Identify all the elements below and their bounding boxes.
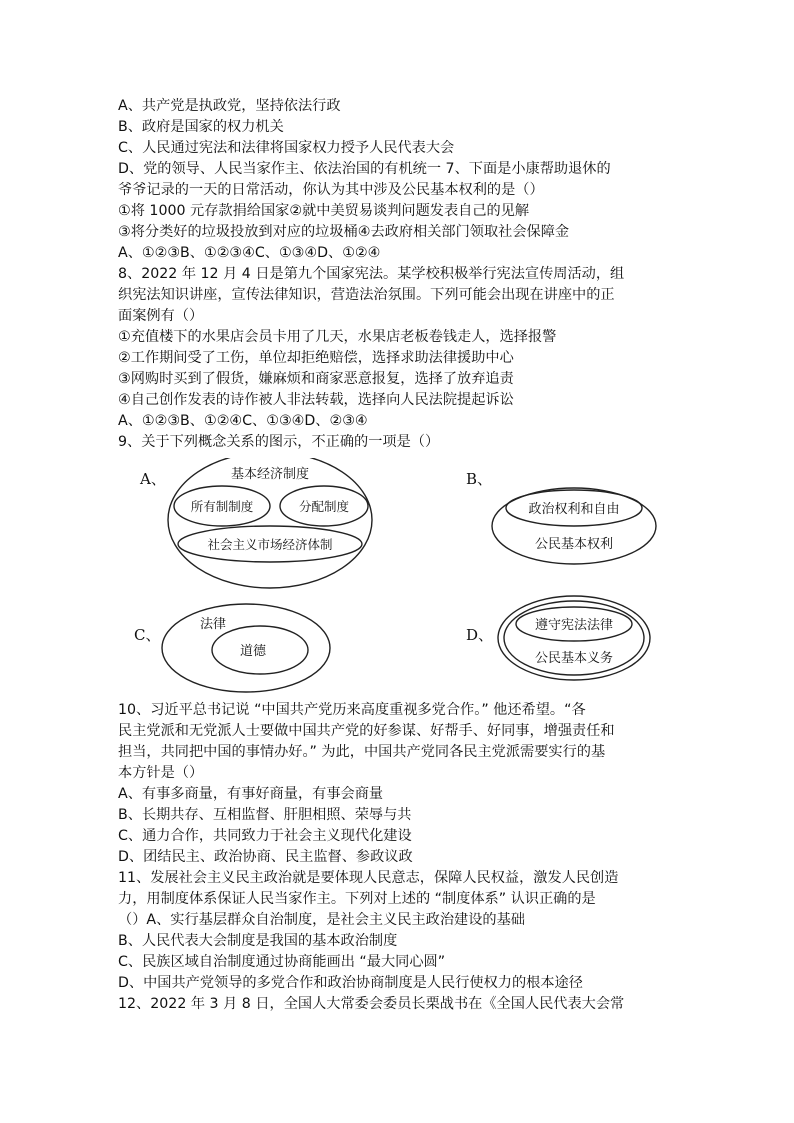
q11-option-a: （）A、实行基层群众自治制度，是社会主义民主政治建设的基础 xyxy=(118,912,525,928)
q10-option-d: D、团结民主、政治协商、民主监督、参政议政 xyxy=(118,849,413,865)
q10-option-a: A、有事多商量，有事好商量，有事会商量 xyxy=(118,786,384,802)
diagram-a-bottom-text: 社会主义市场经济体制 xyxy=(207,537,333,552)
q8-stem: 8、2022 年 12 月 4 日是第九个国家宪法。某学校积极举行宪法宣传周活动，组 xyxy=(118,266,625,282)
q8-stem: 织宪法知识讲座，宣传法律知识，营造法治氛围。下列可能会出现在讲座中的正 xyxy=(118,287,615,303)
q6-option-c: C、人民通过宪法和法律将国家权力授予人民代表大会 xyxy=(118,140,455,156)
diagram-a-label: A、 xyxy=(140,470,166,488)
q11-stem: 11、发展社会主义民主政治就是要体现人民意志，保障人民权益，激发人民创造 xyxy=(118,870,619,886)
q7-item: ①将 1000 元存款捐给国家②就中美贸易谈判问题发表自己的见解 xyxy=(118,203,530,219)
q10-stem: 担当，共同把中国的事情办好。” 为此，中国共产党同各民主党派需要实行的基 xyxy=(118,744,606,760)
q11-option-b: B、人民代表大会制度是我国的基本政治制度 xyxy=(118,933,398,949)
concept-diagram xyxy=(118,458,678,698)
q12-stem: 12、2022 年 3 月 8 日，全国人大常委会委员长栗战书在《全国人民代表大会常 xyxy=(118,996,625,1012)
diagram-a-left-text: 所有制制度 xyxy=(190,499,254,514)
diagram-c-outer-text: 法律 xyxy=(200,617,227,632)
q7-options: A、①②③B、①②③④C、①③④D、①②④ xyxy=(118,245,381,261)
q10-stem: 10、习近平总书记说 “中国共产党历来高度重视多党合作。” 他还希望。“各 xyxy=(118,702,586,718)
diagram-d-outer-text: 公民基本义务 xyxy=(534,651,614,666)
q6-option-a: A、共产党是执政党，坚持依法行政 xyxy=(118,98,341,114)
q8-options: A、①②③B、①②④C、①③④D、②③④ xyxy=(118,413,368,429)
q8-stem: 面案例有（） xyxy=(118,308,204,324)
q10-option-b: B、长期共存、互相监督、肝胆相照、荣辱与共 xyxy=(118,807,412,823)
q6-option-d-q7-stem: D、党的领导、人民当家作主、依法治国的有机统一 7、下面是小康帮助退休的 xyxy=(118,161,611,177)
q11-stem: 力，用制度体系保证人民当家作主。下列对上述的 “制度体系” 认识正确的是 xyxy=(118,891,596,907)
diagram-c-inner-text: 道德 xyxy=(240,644,267,659)
q10-stem: 民主党派和无党派人士要做中国共产党的好参谋、好帮手、好同事，增强责任和 xyxy=(118,723,615,739)
diagram-d-outer-ellipse xyxy=(498,596,650,680)
q8-item: ③网购时买到了假货，嫌麻烦和商家恶意报复，选择了放弃追责 xyxy=(118,371,514,387)
q6-option-b: B、政府是国家的权力机关 xyxy=(118,119,284,135)
q8-item: ④自己创作发表的诗作被人非法转载，选择向人民法院提起诉讼 xyxy=(118,392,514,408)
q7-item: ③将分类好的垃圾投放到对应的垃圾桶④去政府相关部门领取社会保障金 xyxy=(118,224,570,240)
q10-stem: 本方针是（） xyxy=(118,765,204,781)
diagram-c-label: C、 xyxy=(134,626,161,644)
q11-option-d: D、中国共产党领导的多党合作和政治协商制度是人民行使权力的根本途径 xyxy=(118,975,583,991)
q8-item: ①充值楼下的水果店会员卡用了几天，水果店老板卷钱走人，选择报警 xyxy=(118,329,557,345)
q9-stem: 9、关于下列概念关系的图示，不正确的一项是（） xyxy=(118,434,440,450)
diagram-a-outer-text: 基本经济制度 xyxy=(230,467,310,482)
diagram-b-inner-text: 政治权利和自由 xyxy=(528,502,620,517)
q8-item: ②工作期间受了工伤，单位却拒绝赔偿，选择求助法律援助中心 xyxy=(118,350,514,366)
diagram-d-inner-text: 遵守宪法法律 xyxy=(534,618,614,633)
diagram-b-outer-text: 公民基本权利 xyxy=(534,537,614,552)
diagram-b-label: B、 xyxy=(466,470,493,488)
diagram-d-label: D、 xyxy=(466,626,494,644)
q10-option-c: C、通力合作，共同致力于社会主义现代化建设 xyxy=(118,828,412,844)
q11-option-c: C、民族区域自治制度通过协商能画出 “最大同心圆” xyxy=(118,954,446,970)
diagram-a-right-text: 分配制度 xyxy=(298,499,350,514)
q7-stem: 爷爷记录的一天的日常活动，你认为其中涉及公民基本权利的是（） xyxy=(118,182,544,198)
